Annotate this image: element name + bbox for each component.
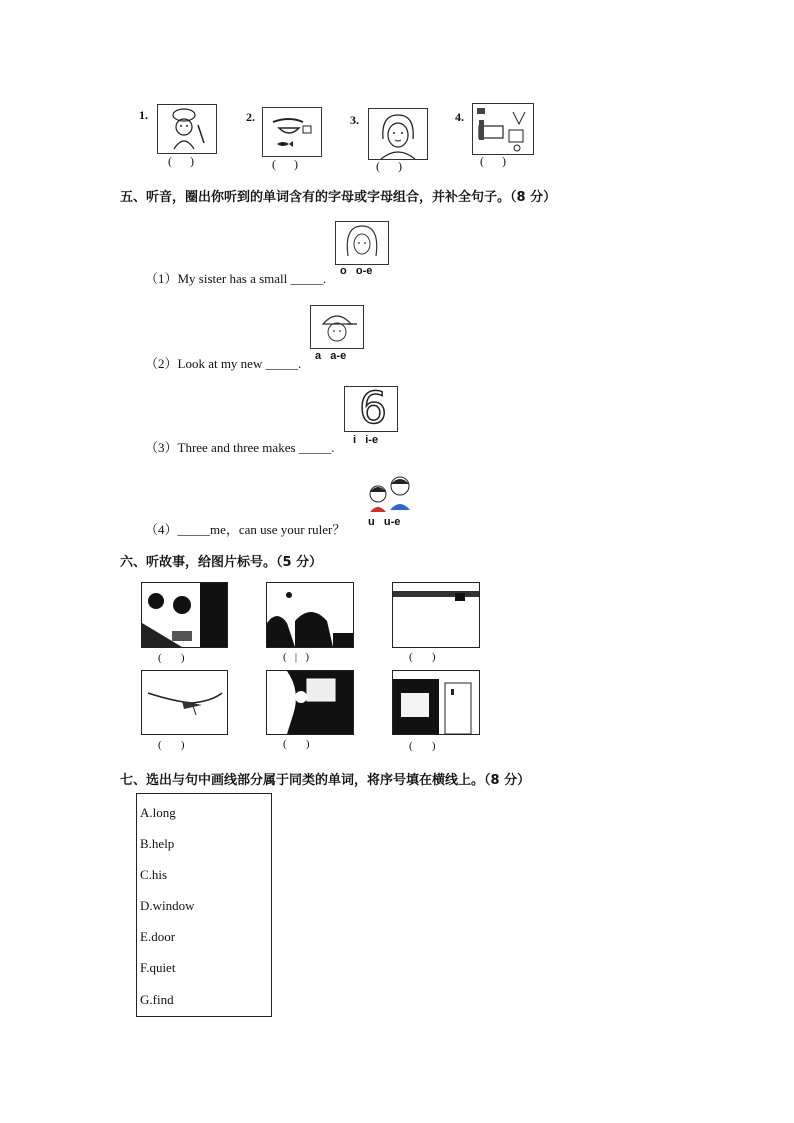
item-number: 1.	[139, 108, 148, 122]
item-number: 3.	[350, 113, 359, 127]
word-option: E.door	[140, 929, 176, 944]
answer-parentheses[interactable]: ( )	[376, 159, 402, 173]
noodles-fish-icon	[263, 108, 321, 156]
q1-picture	[335, 221, 389, 265]
q4-sentence: （4）_____me，can use your ruler？	[145, 522, 346, 537]
q2-letter-options[interactable]: a a-e	[315, 350, 347, 362]
item-number: 4.	[455, 110, 464, 124]
chef-picture	[157, 104, 217, 154]
word-bank	[136, 793, 272, 1017]
q3-sentence: （3）Three and three makes _____.	[145, 440, 335, 455]
story-picture-2	[266, 582, 354, 648]
answer-parentheses[interactable]: ( )	[168, 154, 194, 168]
bedroom-icon	[473, 104, 533, 154]
two-kids-icon	[362, 470, 418, 512]
boy-cap-icon	[311, 306, 363, 348]
story-answer-parentheses[interactable]: ( )	[283, 738, 310, 750]
girl-picture	[368, 108, 428, 160]
word-option: A.long	[140, 805, 176, 820]
word-option: F.quiet	[140, 960, 176, 975]
noodles-fish-picture	[262, 107, 322, 157]
q1-sentence: （1）My sister has a small _____.	[145, 271, 327, 286]
answer-parentheses[interactable]: ( )	[480, 154, 506, 168]
story-picture-5	[266, 670, 354, 735]
story-picture-4	[141, 670, 228, 735]
story-answer-parentheses[interactable]: ( )	[409, 740, 436, 752]
story-answer-parentheses[interactable]: ( )	[158, 739, 185, 751]
story-picture-3	[392, 582, 480, 648]
q4-picture	[362, 470, 418, 512]
girl-face-icon	[369, 109, 427, 159]
story-picture-1	[141, 582, 228, 648]
section-6-heading: 六、听故事，给图片标号。（5 分）	[120, 555, 323, 570]
q2-picture	[310, 305, 364, 349]
word-option: G.find	[140, 992, 174, 1007]
bedroom-picture	[472, 103, 534, 155]
q1-letter-options[interactable]: o o-e	[340, 265, 373, 277]
q3-letter-options[interactable]: i i-e	[353, 434, 379, 446]
story-answer-parentheses[interactable]: ( )	[158, 652, 185, 664]
word-option: C.his	[140, 867, 168, 882]
section-5-heading: 五、听音，圈出你听到的单词含有的字母或字母组合，并补全句子。（8 分）	[120, 190, 557, 205]
story-answer-parentheses[interactable]: ( | )	[283, 651, 310, 663]
section-7-heading: 七、选出与句中画线部分属于同类的单词，将序号填在横线上。（8 分）	[120, 773, 531, 788]
story-answer-parentheses[interactable]: ( )	[409, 651, 436, 663]
word-option: B.help	[140, 836, 175, 851]
girl-face-icon	[336, 222, 388, 264]
story-picture-6	[392, 670, 480, 735]
word-option: D.window	[140, 898, 195, 913]
answer-parentheses[interactable]: ( )	[272, 157, 298, 171]
q4-letter-options[interactable]: u u-e	[368, 516, 401, 528]
q3-picture	[344, 386, 398, 432]
q2-sentence: （2）Look at my new _____.	[145, 356, 302, 371]
item-number: 2.	[246, 110, 255, 124]
six-icon: 6	[359, 386, 387, 432]
chef-icon	[158, 105, 216, 153]
